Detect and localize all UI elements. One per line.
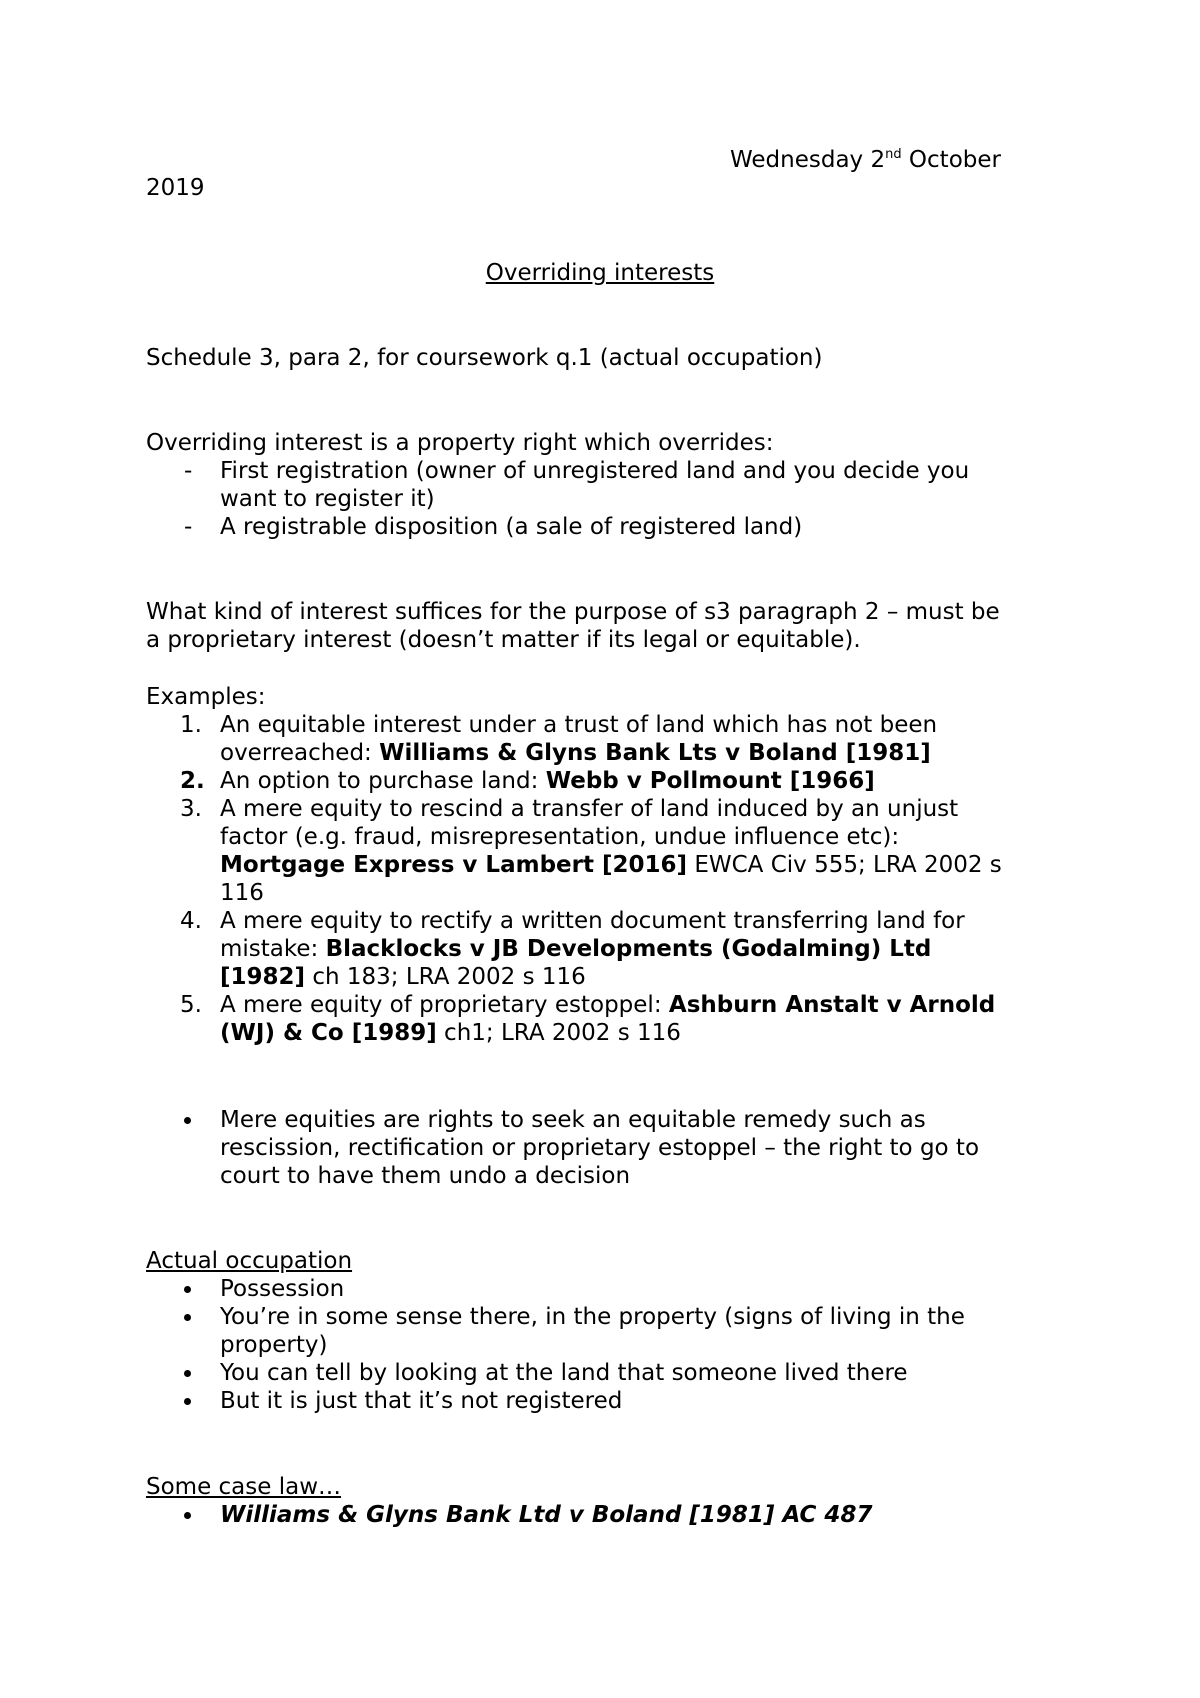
- case-citation: Webb v Pollmount [1966]: [545, 768, 875, 794]
- list-item: 3. A mere equity to rescind a transfer of land induced by an unjust factor (e.g. fraud, misrepresentation, undue influence etc): Mortgage Express v Lambert [2016] EWCA Civ 555; LRA 2002 s 116: [180, 796, 1002, 906]
- list-item: You can tell by looking at the land that someone lived there: [146, 1359, 1066, 1387]
- case-citation: Williams & Glyns Bank Lts v Boland [1981]: [379, 740, 931, 766]
- bullet-icon: [184, 1512, 191, 1519]
- date-line: [730, 146, 1001, 174]
- number-marker: 1.: [180, 712, 202, 738]
- list-item: Mere equities are rights to seek an equitable remedy such as rescission, rectification or proprietary estoppel – the right to go to court to have them undo a decision: [146, 1106, 1066, 1190]
- examples-heading: Examples:: [146, 684, 266, 710]
- date-ordinal-suffix: nd: [885, 147, 902, 162]
- list-item: - First registration (owner of unregistered land and you decide you want to register it): [184, 458, 970, 512]
- list-item: - A registrable disposition (a sale of registered land): [184, 514, 803, 540]
- case-citation: Blacklocks v JB Developments (Godalming) Ltd: [325, 936, 932, 962]
- dash-marker: -: [184, 514, 193, 540]
- number-marker: 4.: [180, 908, 202, 934]
- date-month: October: [908, 147, 1001, 173]
- number-marker: 3.: [180, 796, 202, 822]
- schedule-note: Schedule 3, para 2, for coursework q.1 (actual occupation): [146, 345, 823, 371]
- dash-marker: -: [184, 458, 193, 484]
- definition-section: [146, 429, 1066, 541]
- list-item: 2. An option to purchase land: Webb v Pollmount [1966]: [180, 768, 875, 794]
- case-law-heading: Some case law…: [146, 1474, 342, 1500]
- bullet-icon: [184, 1370, 191, 1377]
- actual-occupation-heading: Actual occupation: [146, 1248, 353, 1274]
- definition-intro: Overriding interest is a property right which overrides:: [146, 430, 774, 456]
- list-item: 4. A mere equity to rectify a written document transferring land for mistake: Blacklocks v JB Developments (Godalming) Ltd [1982] ch 183; LRA 2002 s 116: [180, 908, 965, 990]
- list-item: But it is just that it’s not registered: [146, 1387, 1066, 1415]
- date-weekday-day: Wednesday 2: [730, 147, 886, 173]
- list-item: 1. An equitable interest under a trust of land which has not been overreached: Williams & Glyns Bank Lts v Boland [1981]: [180, 712, 938, 766]
- date-year: 2019: [146, 175, 205, 201]
- examples-section: [146, 683, 1066, 1047]
- actual-occupation-section: [146, 1247, 1066, 1415]
- case-law-section: [146, 1473, 1066, 1529]
- case-citation: Mortgage Express v Lambert [2016]: [220, 852, 688, 878]
- case-citation: Ashburn Anstalt v Arnold: [668, 992, 996, 1018]
- bullet-icon: [184, 1398, 191, 1405]
- list-item: You’re in some sense there, in the property (signs of living in the property): [146, 1303, 1066, 1359]
- page-title: Overriding interests: [485, 260, 715, 286]
- number-marker: 5.: [180, 992, 202, 1018]
- bullet-icon: [184, 1286, 191, 1293]
- bullet-icon: [184, 1314, 191, 1321]
- interest-kind-paragraph: What kind of interest suffices for the purpose of s3 paragraph 2 – must be a proprietary interest (doesn’t matter if its legal or equitable).: [146, 599, 1000, 653]
- bullet-icon: [184, 1117, 191, 1124]
- case-citation: [1982]: [220, 964, 306, 990]
- list-item: 5. A mere equity of proprietary estoppel: Ashburn Anstalt v Arnold (WJ) & Co [1989] ch1; LRA 2002 s 116: [180, 992, 996, 1046]
- case-citation: (WJ) & Co [1989]: [220, 1020, 437, 1046]
- list-item: Possession: [146, 1275, 1066, 1303]
- case-citation: Williams & Glyns Bank Ltd v Boland [1981] AC 487: [220, 1502, 873, 1528]
- list-item: [146, 1501, 1066, 1529]
- number-marker: 2.: [180, 768, 205, 794]
- mere-equities-section: [146, 1106, 1066, 1190]
